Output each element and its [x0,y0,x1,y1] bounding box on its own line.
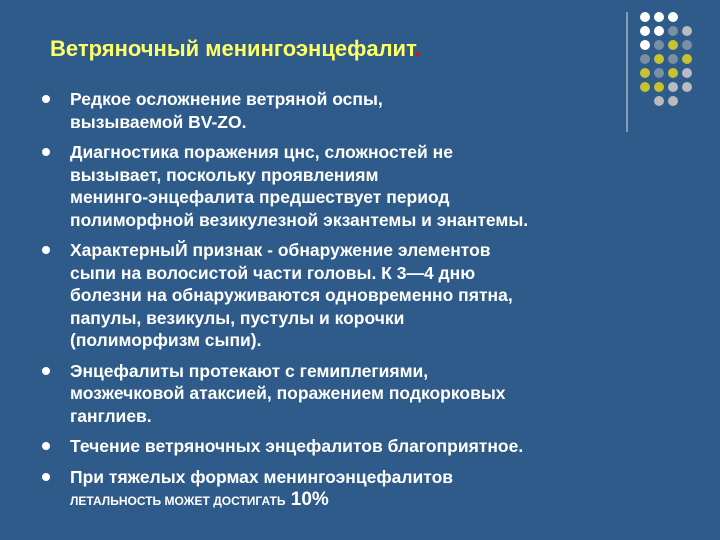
slide-title [50,36,421,62]
bullet-list [36,88,676,521]
lethality-value: 10% [285,489,329,510]
bullet-item [36,88,676,133]
bullet-item [36,466,676,513]
bullet-line: сыпи на волосистой части головы. К 3—4 дню [70,262,476,283]
bullet-item [36,360,676,428]
decor-dot [654,40,664,50]
decor-dot [682,68,692,78]
decor-dot [654,12,664,22]
bullet-line: менинго-энцефалита предшествует период [70,187,450,207]
bullet-line: Энцефалиты протекают с гемиплегиями, [70,360,429,381]
bullet-line: Редкое осложнение ветряной оспы, [70,89,383,109]
decor-dot [654,68,664,78]
bullet-line: Течение ветряночных энцефалитов благоприятное. [70,436,524,456]
decor-dot [682,54,692,64]
decor-dot [668,54,678,64]
bullet-line: полиморфной везикулезной экзантемы и энантемы. [70,209,529,230]
bullet-line: болезни на обнаруживаются одновременно пятна, [70,285,513,305]
decor-dot [682,96,692,106]
decor-dot [682,82,692,92]
bullet-item [36,435,676,458]
bullet-item [36,141,676,231]
decor-dot [668,68,678,78]
decor-dot [668,26,678,36]
bullet-line: папулы, везикулы, пустулы и корочки [70,307,405,328]
decor-dot [640,54,650,64]
bullet-line: (полиморфизм сыпи). [70,330,262,350]
bullet-line: мозжечковой атаксией, поражением подкорковых [70,383,506,403]
bullet-line: При тяжелых формах менингоэнцефалитов [70,466,454,487]
slide-title-text: Ветряночный менингоэнцефалит [50,36,415,61]
bullet-line: ганглиев. [70,405,152,426]
bullet-line: ХарактерныЙ признак - обнаружение элементов [70,240,491,260]
decor-dot [640,12,650,22]
lethality-label: ЛЕТАЛЬНОСТЬ МОЖЕТ ДОСТИГАТЬ [70,494,286,508]
decor-dot [668,40,678,50]
decor-dot [654,26,664,36]
decor-dot [682,26,692,36]
bullet-line [70,488,676,513]
decor-dot [682,12,692,22]
bullet-line: вызываемой BV-ZO. [70,111,247,132]
decor-dot [640,68,650,78]
bullet-line: вызывает, поскольку проявлениям [70,164,379,185]
decor-dot [640,26,650,36]
slide-title-dot: . [414,36,422,61]
decor-dot [654,54,664,64]
decor-dot [682,40,692,50]
bullet-item [36,239,676,352]
decor-dot [668,12,678,22]
decor-dot [640,40,650,50]
bullet-line: Диагностика поражения цнс, сложностей не [70,142,453,162]
